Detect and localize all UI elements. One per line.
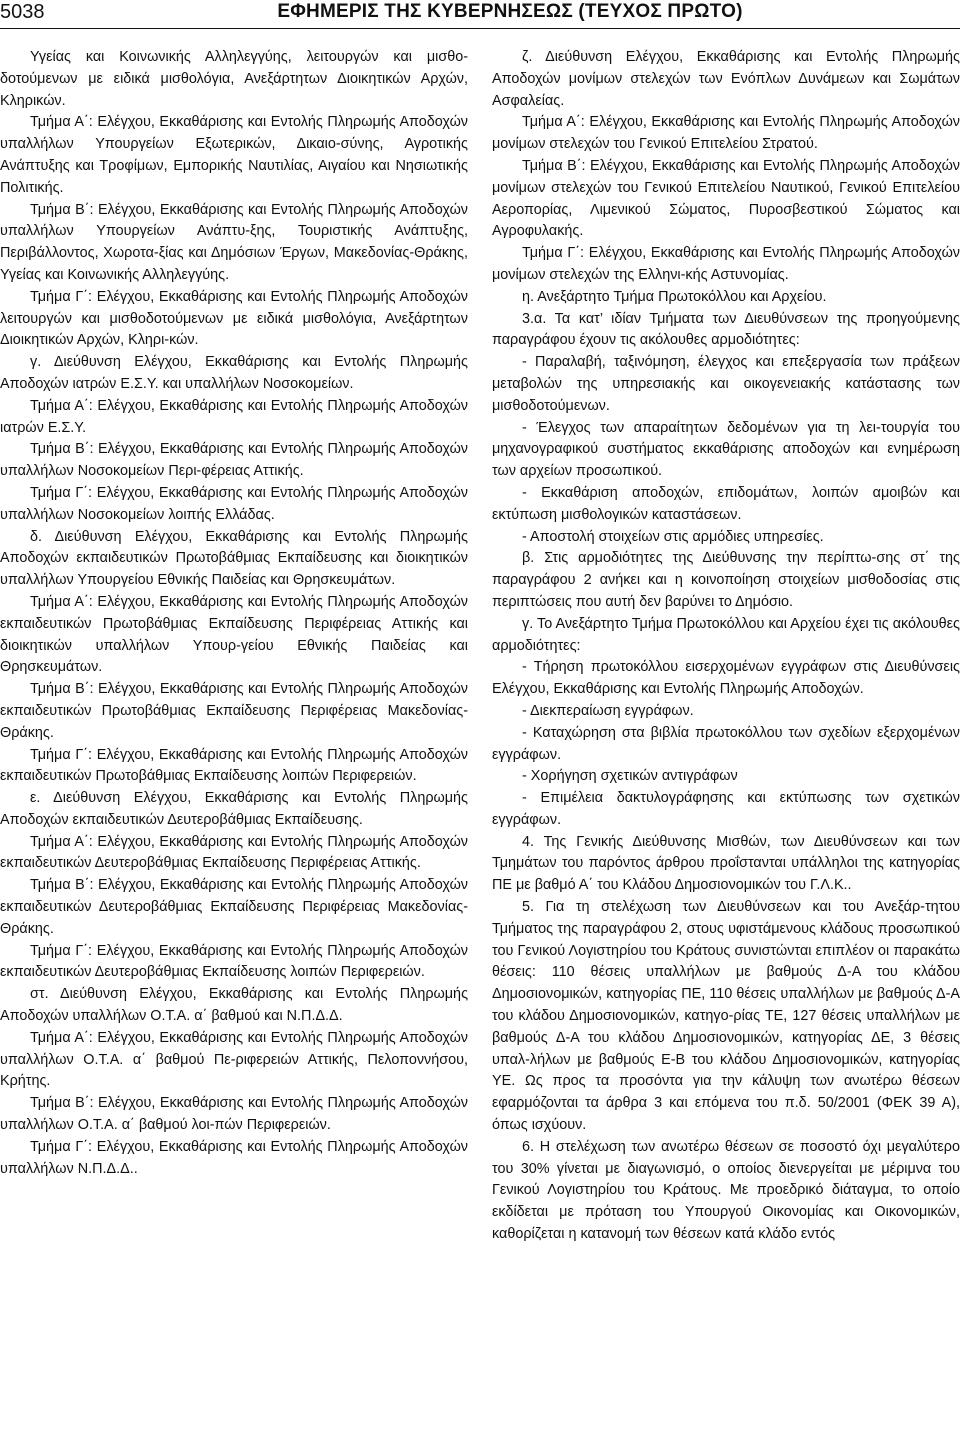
paragraph: 6. Η στελέχωση των ανωτέρω θέσεων σε ποσοστό όχι μεγαλύτερο του 30% γίνεται με διαγωνισμό, ο οποίος διενεργείται με μέριμνα του Γενικού Λογιστηρίου του Κράτους. Με προεδρικό διάταγμα, το οποίο εκδίδεται με πρόταση του Υπουργού Οικονομίας και Οικονομικών, καθορίζεται η κατανομή των θέσεων κατά κλάδο εντός <box>492 1138 960 1243</box>
left-column <box>0 47 468 1180</box>
paragraph: Τμήμα Β΄: Ελέγχου, Εκκαθάρισης και Εντολής Πληρωμής Αποδοχών εκπαιδευτικών Δευτεροβάθμιας Εκπαίδευσης Περιφέρειας Μακεδονίας-Θράκης. <box>0 877 468 937</box>
paragraph: Τμήμα Γ΄: Ελέγχου, Εκκαθάρισης και Εντολής Πληρωμής Αποδοχών εκπαιδευτικών Δευτεροβάθμιας Εκπαίδευσης λοιπών Περιφερειών. <box>0 942 468 981</box>
paragraph: Τμήμα Α΄: Ελέγχου, Εκκαθάρισης και Εντολής Πληρωμής Αποδοχών εκπαιδευτικών Πρωτοβάθμιας Εκπαίδευσης Περιφέρειας Αττικής και διοικητικών υπαλλήλων Υπουρ-γείου Εθνικής Παιδείας και Θρησκευμάτων. <box>0 593 468 676</box>
paragraph: Τμήμα Α΄: Ελέγχου, Εκκαθάρισης και Εντολής Πληρωμής Αποδοχών ιατρών Ε.Σ.Υ. <box>0 397 468 436</box>
paragraph: Τμήμα Γ΄: Ελέγχου, Εκκαθάρισης και Εντολής Πληρωμής Αποδοχών εκπαιδευτικών Πρωτοβάθμιας Εκπαίδευσης λοιπών Περιφερειών. <box>0 746 468 785</box>
header-rule <box>0 28 960 29</box>
paragraph: - Εκκαθάριση αποδοχών, επιδομάτων, λοιπών αμοιβών και εκτύπωση μισθολογικών καταστάσεων. <box>492 484 960 523</box>
paragraph: 4. Της Γενικής Διεύθυνσης Μισθών, των Διευθύνσεων και των Τμημάτων του παρόντος άρθρου προΐστανται υπάλληλοι της κατηγορίας ΠΕ με βαθμό Α΄ του Κλάδου Δημοσιονομικών του Γ.Λ.Κ.. <box>492 833 960 894</box>
paragraph: Τμήμα Α΄: Ελέγχου, Εκκαθάρισης και Εντολής Πληρωμής Αποδοχών εκπαιδευτικών Δευτεροβάθμιας Εκπαίδευσης Περιφέρειας Αττικής. <box>0 833 468 872</box>
paragraph: η. Ανεξάρτητο Τμήμα Πρωτοκόλλου και Αρχείου. <box>522 288 827 305</box>
paragraph: γ. Το Ανεξάρτητο Τμήμα Πρωτοκόλλου και Αρχείου έχει τις ακόλουθες αρμοδιότητες: <box>492 615 960 654</box>
paragraph: Τμήμα Α΄: Ελέγχου, Εκκαθάρισης και Εντολής Πληρωμής Αποδοχών υπαλλήλων Υπουργείων Εξωτερικών, Δικαιο-σύνης, Αγροτικής Ανάπτυξης και Τροφίμων, Εμπορικής Ναυτιλίας, Αιγαίου και Νησιωτικής Πολιτικής. <box>0 114 468 196</box>
paragraph: Τμήμα Β΄: Ελέγχου, Εκκαθάρισης και Εντολής Πληρωμής Αποδοχών υπαλλήλων Ο.Τ.Α. α΄ βαθμού λοι-πών Περιφερειών. <box>0 1095 468 1134</box>
paragraph: 3.α. Τα κατ’ ιδίαν Τμήματα των Διευθύνσεων της προηγούμενης παραγράφου έχουν τις ακόλουθες αρμοδιότητες: <box>492 310 960 349</box>
paragraph: γ. Διεύθυνση Ελέγχου, Εκκαθάρισης και Εντολής Πληρωμής Αποδοχών ιατρών Ε.Σ.Υ. και υπαλλήλων Νοσοκομείων. <box>0 354 468 392</box>
paragraph: β. Στις αρμοδιότητες της Διεύθυνσης την περίπτω-σης στ΄ της παραγράφου 2 ανήκει και η κοινοποίηση στοιχείων μισθοδοσίας στις περιπτώσεις που αυτή δεν βαρύνει το Δημόσιο. <box>492 550 960 610</box>
right-column <box>492 47 960 1246</box>
paragraph: Τμήμα Β΄: Ελέγχου, Εκκαθάρισης και Εντολής Πληρωμής Αποδοχών υπαλλήλων Νοσοκομείων Περι-φέρειας Αττικής. <box>0 441 468 480</box>
paragraph: - Επιμέλεια δακτυλογράφησης και εκτύπωσης των σχετικών εγγράφων. <box>492 790 960 828</box>
page-header <box>0 0 960 26</box>
paragraph: Τμήμα Γ΄: Ελέγχου, Εκκαθάρισης και Εντολής Πληρωμής Αποδοχών μονίμων στελεχών της Ελληνι-κής Αστυνομίας. <box>492 245 960 283</box>
paragraph: Τμήμα Α΄: Ελέγχου, Εκκαθάρισης και Εντολής Πληρωμής Αποδοχών μονίμων στελεχών του Γενικού Επιτελείου Στρατού. <box>492 114 960 153</box>
paragraph: ε. Διεύθυνση Ελέγχου, Εκκαθάρισης και Εντολής Πληρωμής Αποδοχών εκπαιδευτικών Δευτεροβάθμιας Εκπαίδευσης. <box>0 790 468 828</box>
paragraph: Τμήμα Γ΄: Ελέγχου, Εκκαθάρισης και Εντολής Πληρωμής Αποδοχών υπαλλήλων Ν.Π.Δ.Δ.. <box>0 1138 468 1177</box>
paragraph: ζ. Διεύθυνση Ελέγχου, Εκκαθάρισης και Εντολής Πληρωμής Αποδοχών μονίμων στελεχών των Ενόπλων Δυνάμεων και Σωμάτων Ασφαλείας. <box>492 49 960 109</box>
paragraph: - Χορήγηση σχετικών αντιγράφων <box>522 768 738 785</box>
paragraph: Τμήμα Γ΄: Ελέγχου, Εκκαθάρισης και Εντολής Πληρωμής Αποδοχών λειτουργών και μισθοδοτούμενων με ειδικά μισθολόγια, Ανεξάρτητων Διοικητικών Αρχών, Κληρι-κών. <box>0 288 468 349</box>
paragraph: στ. Διεύθυνση Ελέγχου, Εκκαθάρισης και Εντολής Πληρωμής Αποδοχών υπαλλήλων Ο.Τ.Α. α΄ βαθμού και Ν.Π.Δ.Δ. <box>0 986 468 1025</box>
paragraph: Τμήμα Β΄: Ελέγχου, Εκκαθάρισης και Εντολής Πληρωμής Αποδοχών μονίμων στελεχών του Γενικού Επιτελείου Ναυτικού, Γενικού Επιτελείου Αεροπορίας, Λιμενικού Σώματος, Πυροσβεστικού Σώματος και Αγροφυλακής. <box>492 157 960 240</box>
paragraph: - Έλεγχος των απαραίτητων δεδομένων για τη λει-τουργία του μηχανογραφικού συστήματος εκκαθάρισης αποδοχών και ενημέρωση των αρχείων προσωπικού. <box>492 419 960 480</box>
paragraph: 5. Για τη στελέχωση των Διευθύνσεων και του Ανεξάρ-τητου Τμήματος της παραγράφου 2, στους υφιστάμενους κλάδους προσωπικού του Γενικού Λογιστηρίου του Κράτους συνιστώνται επιπλέον οι παρακάτω θέσεις: 110 θέσεις υπαλλήλων με βαθμούς Δ-Α του κλάδου Δημοσιονομικών, κατηγορίας ΠΕ, 110 θέσεις υπαλλήλων με βαθμούς Δ-Α του κλάδου Δημοσιονομικών, κατηγο-ρίας ΤΕ, 127 θέσεις υπαλλήλων με βαθμούς Δ-Α του κλάδου Δημοσιονομικών, κατηγορίας ΔΕ, 3 θέσεις υπαλ-λήλων με βαθμούς Ε-Β του κλάδου Δημοσιονομικών, κατηγορίας ΥΕ. Ως προς τα προσόντα για την κάλυψη των ανωτέρω θέσεων εφαρμόζονται τα άρθρα 3 και επόμενα του π.δ. 50/2001 (ΦΕΚ 39 Α), όπως ισχύουν. <box>492 899 960 1134</box>
journal-title: ΕΦΗΜΕΡΙΣ ΤΗΣ ΚΥΒΕΡΝΗΣΕΩΣ (ΤΕΥΧΟΣ ΠΡΩΤΟ) <box>277 1 743 22</box>
paragraph: Τμήμα Β΄: Ελέγχου, Εκκαθάρισης και Εντολής Πληρωμής Αποδοχών υπαλλήλων Υπουργείων Ανάπτυ-ξης, Τουριστικής Ανάπτυξης, Περιβάλλοντος, Χωροτα-ξίας και Δημόσιων Έργων, Μακεδονίας-Θράκης, Υγείας και Κοινωνικής Αλληλεγγύης. <box>0 201 468 283</box>
paragraph: - Τήρηση πρωτοκόλλου εισερχομένων εγγράφων στις Διευθύνσεις Ελέγχου, Εκκαθάρισης και Εντολής Πληρωμής Αποδοχών. <box>492 659 960 698</box>
paragraph: Τμήμα Γ΄: Ελέγχου, Εκκαθάρισης και Εντολής Πληρωμής Αποδοχών υπαλλήλων Νοσοκομείων λοιπής Ελλάδας. <box>0 484 468 523</box>
paragraph: - Διεκπεραίωση εγγράφων. <box>522 702 694 719</box>
paragraph: Τμήμα Α΄: Ελέγχου, Εκκαθάρισης και Εντολής Πληρωμής Αποδοχών υπαλλήλων Ο.Τ.Α. α΄ βαθμού Πε-ριφερειών Αττικής, Πελοποννήσου, Κρήτης. <box>0 1029 468 1090</box>
paragraph: - Καταχώρηση στα βιβλία πρωτοκόλλου των σχεδίων εξερχομένων εγγράφων. <box>492 724 960 763</box>
paragraph: - Αποστολή στοιχείων στις αρμόδιες υπηρεσίες. <box>522 528 824 545</box>
paragraph: δ. Διεύθυνση Ελέγχου, Εκκαθάρισης και Εντολής Πληρωμής Αποδοχών εκπαιδευτικών Πρωτοβάθμιας Εκπαίδευσης και διοικητικών υπαλλήλων Υπουργείου Εθνικής Παιδείας και Θρησκευμάτων. <box>0 528 468 589</box>
paragraph: Υγείας και Κοινωνικής Αλληλεγγύης, λειτουργών και μισθο-δοτούμενων με ειδικά μισθολόγια, Ανεξάρτητων Διοικητικών Αρχών, Κληρικών. <box>0 49 468 109</box>
paragraph: Τμήμα Β΄: Ελέγχου, Εκκαθάρισης και Εντολής Πληρωμής Αποδοχών εκπαιδευτικών Πρωτοβάθμιας Εκπαίδευσης Περιφέρειας Μακεδονίας-Θράκης. <box>0 681 468 741</box>
page-number: 5038 <box>0 1 45 23</box>
paragraph: - Παραλαβή, ταξινόμηση, έλεγχος και επεξεργασία των πράξεων μεταβολών της υπηρεσιακής και οικογενειακής κατάστασης των μισθοδοτούμενων. <box>492 354 960 414</box>
